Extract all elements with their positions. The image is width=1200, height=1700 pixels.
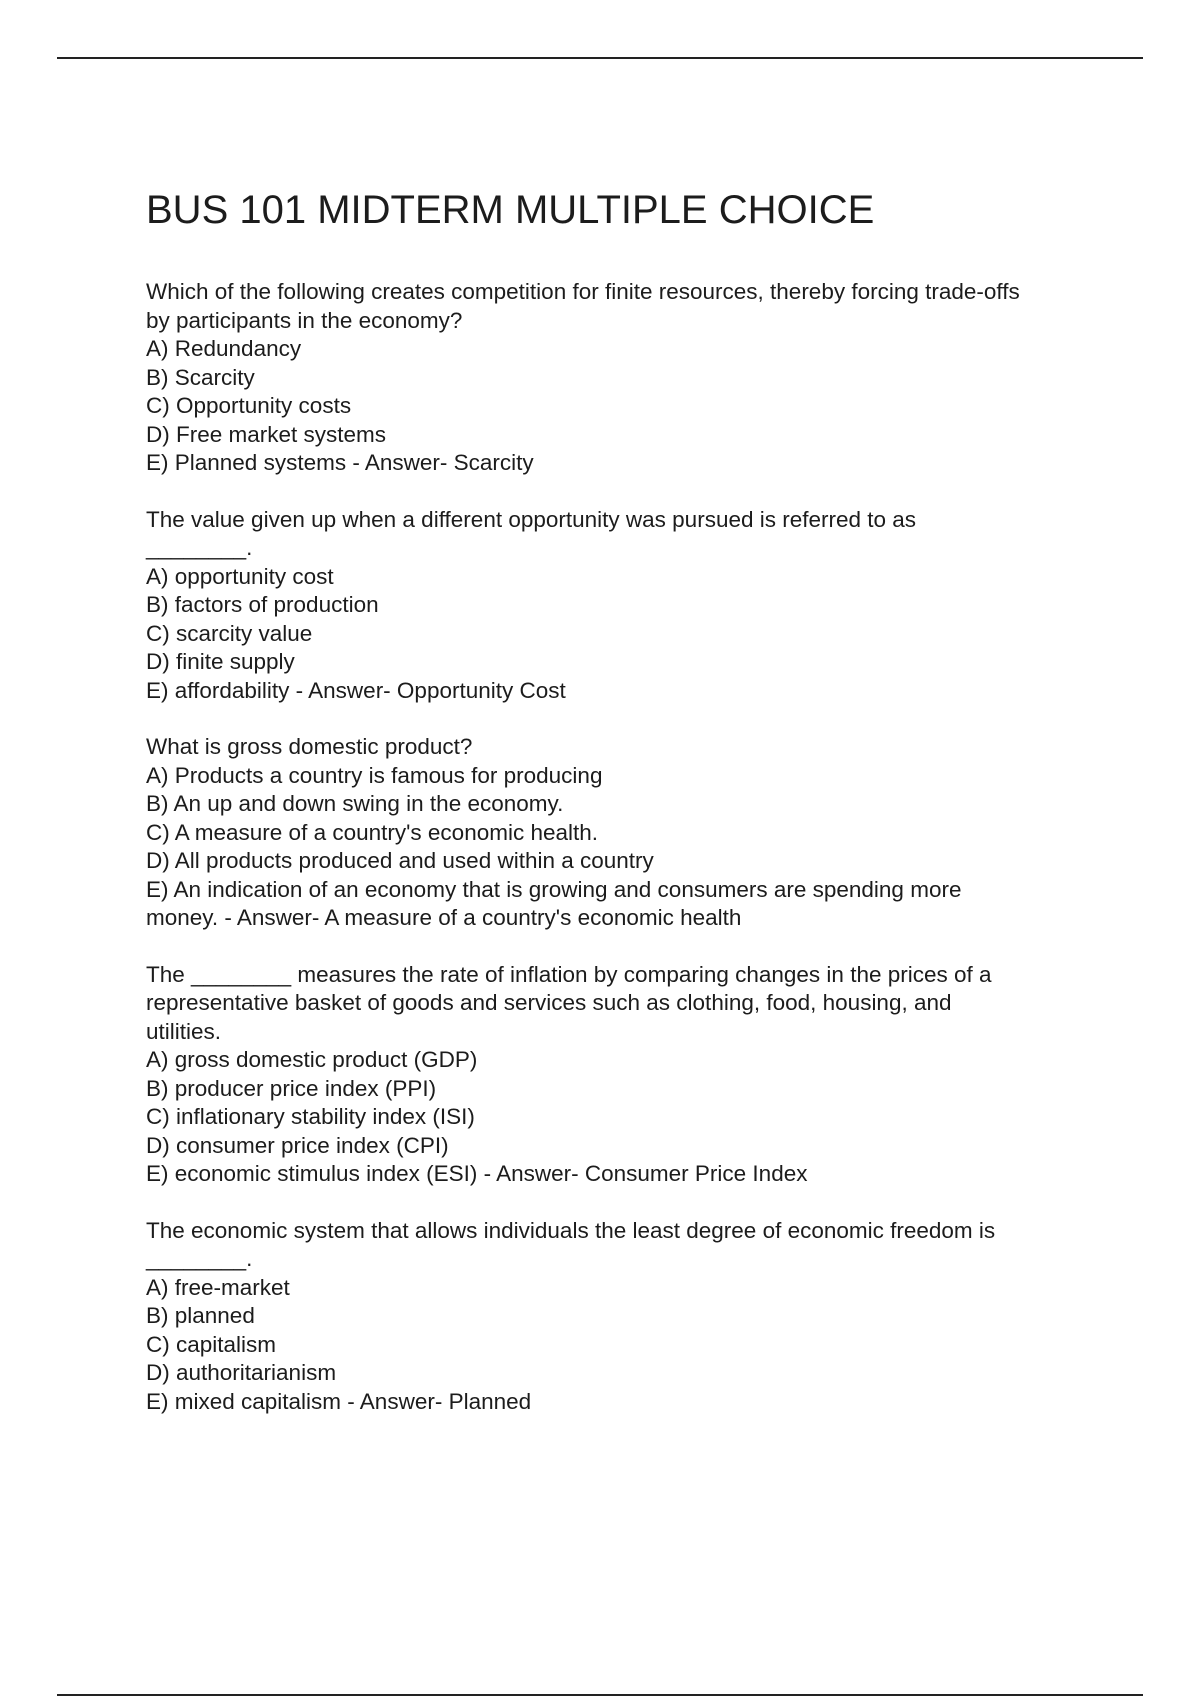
answer-option: D) consumer price index (CPI) [146,1132,449,1158]
answer-option: A) gross domestic product (GDP) [146,1047,478,1072]
question-text: The economic system that allows individuals the least degree of economic freedom is [146,1217,996,1243]
question-1 [146,278,1146,478]
question-text: ________. [146,535,253,560]
answer-option: E) mixed capitalism - Answer- Planned [146,1388,532,1414]
answer-option: D) All products produced and used within a country [146,848,654,873]
answer-option: E) Planned systems - Answer- Scarcity [146,450,534,475]
answer-option: D) Free market systems [146,421,387,447]
question-text: The ________ measures the rate of inflation by comparing changes in the prices of a [146,961,992,987]
answer-option: E) affordability - Answer- Opportunity Cost [146,677,566,703]
answer-option: money. - Answer- A measure of a country's economic health [146,905,742,930]
answer-option: A) Redundancy [146,336,302,361]
bottom-rule [57,1694,1143,1696]
answer-option: A) opportunity cost [146,563,334,589]
answer-option: C) A measure of a country's economic health. [146,819,599,845]
answer-option: D) authoritarianism [146,1360,337,1385]
answer-option: E) economic stimulus index (ESI) - Answer- Consumer Price Index [146,1161,808,1186]
answer-option: B) planned [146,1303,255,1328]
answer-option: C) inflationary stability index (ISI) [146,1104,475,1129]
answer-option: E) An indication of an economy that is growing and consumers are spending more [146,876,962,902]
top-rule [57,57,1143,59]
answer-option: C) capitalism [146,1331,277,1357]
question-3 [146,733,1146,933]
question-text: Which of the following creates competition for finite resources, thereby forcing trade-offs [146,279,1020,304]
answer-option: B) Scarcity [146,364,255,390]
answer-option: C) Opportunity costs [146,393,352,418]
question-5 [146,1217,1146,1417]
question-text: representative basket of goods and services such as clothing, food, housing, and [146,990,952,1015]
question-4 [146,961,1146,1189]
question-text: ________. [146,1246,253,1271]
question-text: What is gross domestic product? [146,734,473,759]
answer-option: D) finite supply [146,649,295,674]
document-body [146,186,1146,1444]
document-title: BUS 101 MIDTERM MULTIPLE CHOICE [146,188,875,232]
question-text: by participants in the economy? [146,307,463,333]
answer-option: C) scarcity value [146,620,313,646]
answer-option: B) An up and down swing in the economy. [146,791,564,816]
answer-option: A) Products a country is famous for producing [146,762,603,788]
question-text: The value given up when a different opportunity was pursued is referred to as [146,506,917,532]
answer-option: A) free-market [146,1274,290,1300]
answer-option: B) producer price index (PPI) [146,1075,437,1101]
answer-option: B) factors of production [146,592,379,617]
question-text: utilities. [146,1018,222,1044]
question-2 [146,506,1146,706]
